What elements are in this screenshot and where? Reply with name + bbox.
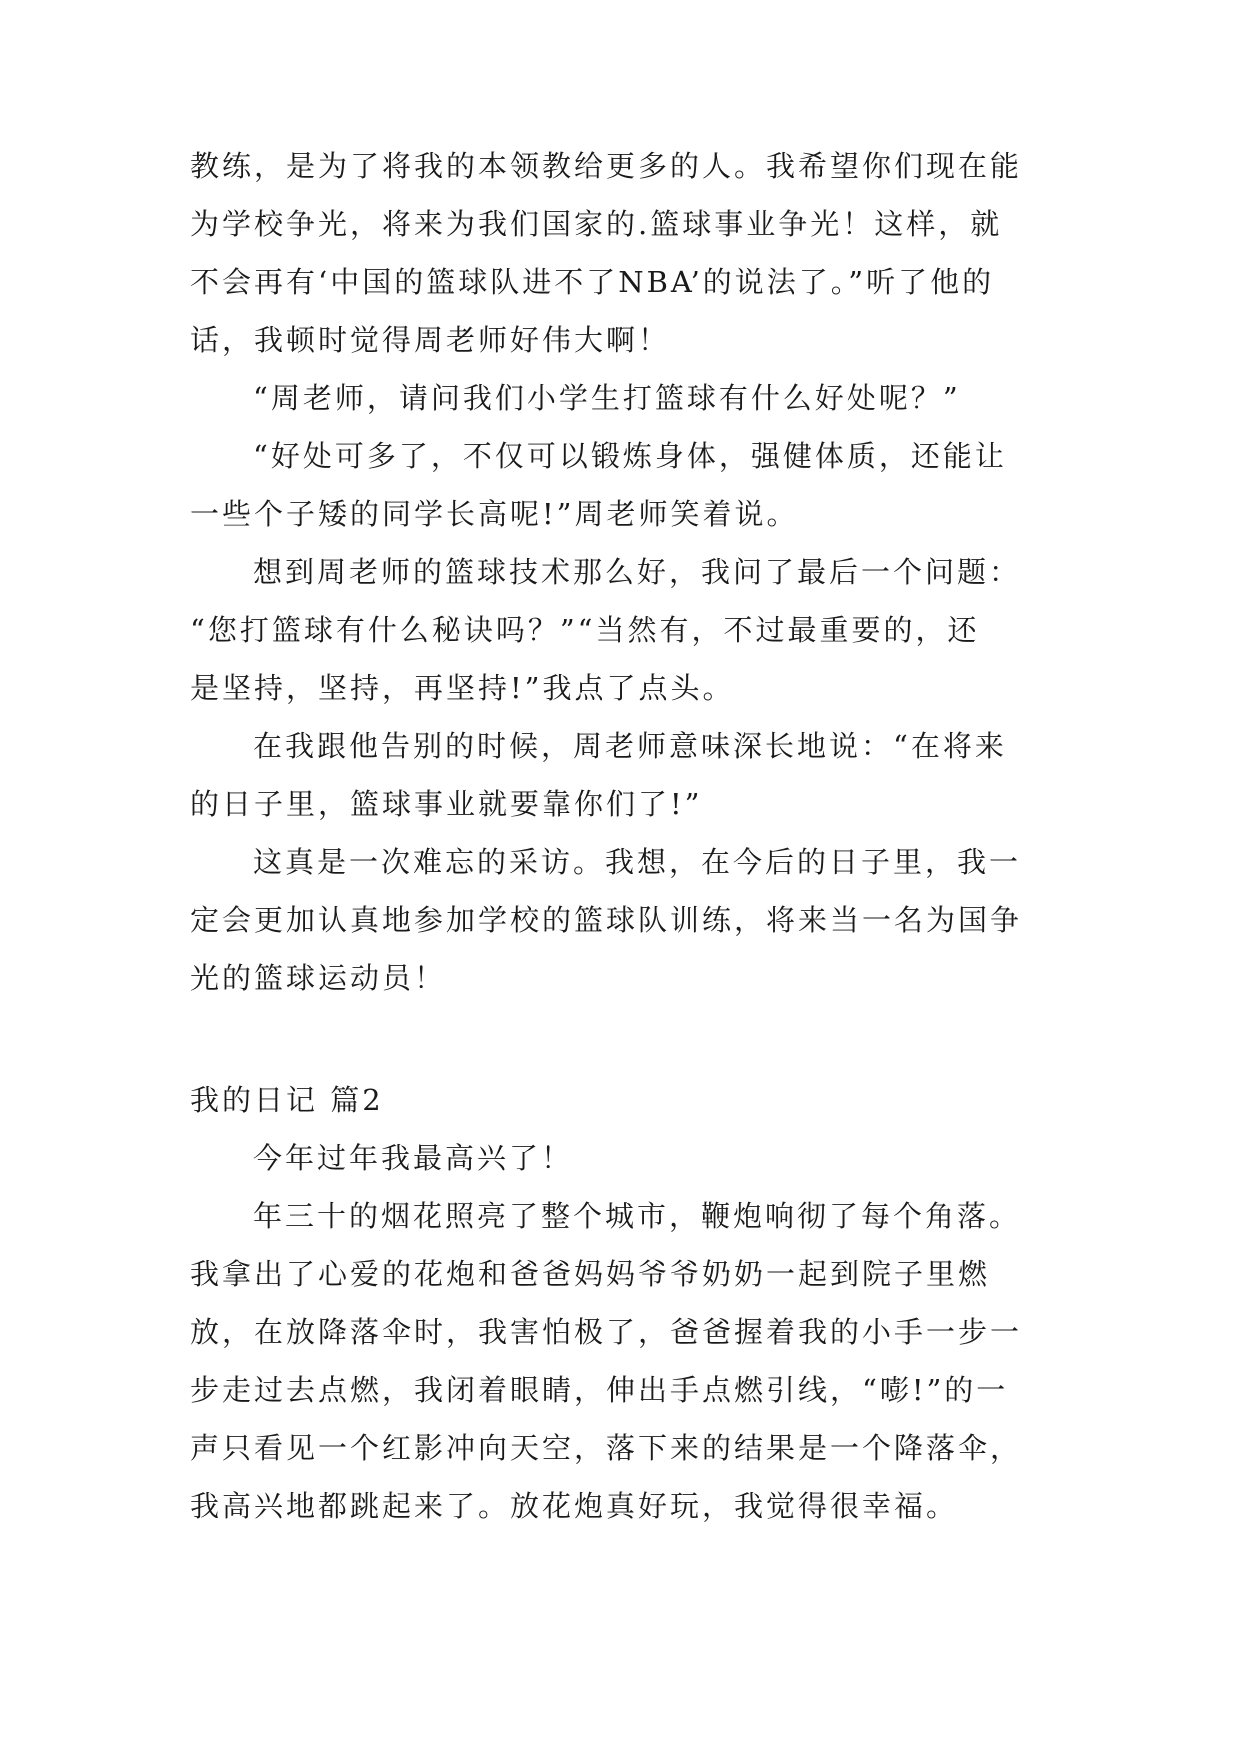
section-heading: 我的日记 篇2 bbox=[190, 1083, 384, 1117]
paragraph-line: 是坚持，坚持，再坚持!”我点了点头。 bbox=[190, 671, 735, 705]
paragraph-line: “好处可多了，不仅可以锻炼身体，强健体质，还能让 bbox=[253, 439, 1007, 473]
paragraph-line: 这真是一次难忘的采访。我想，在今后的日子里，我一 bbox=[253, 845, 1022, 879]
paragraph-line: 教练，是为了将我的本领教给更多的人。我希望你们现在能 bbox=[190, 149, 1023, 183]
paragraph-line: 在我跟他告别的时候，周老师意味深长地说：“在将来 bbox=[253, 729, 1007, 763]
paragraph-line: 想到周老师的篮球技术那么好，我问了最后一个问题： bbox=[253, 555, 1022, 589]
paragraph-line: 今年过年我最高兴了！ bbox=[253, 1141, 574, 1175]
paragraph-line: 不会再有‘中国的篮球队进不了NBA’的说法了。”听了他的 bbox=[190, 265, 995, 299]
paragraph-line: “您打篮球有什么秘诀吗？”“当然有，不过最重要的，还 bbox=[190, 613, 980, 647]
paragraph-line: 话，我顿时觉得周老师好伟大啊！ bbox=[190, 323, 671, 357]
paragraph-line: 定会更加认真地参加学校的篮球队训练，将来当一名为国争 bbox=[190, 903, 1023, 937]
paragraph-line: 的日子里，篮球事业就要靠你们了!” bbox=[190, 787, 703, 821]
paragraph-line: 放，在放降落伞时，我害怕极了，爸爸握着我的小手一步一 bbox=[190, 1315, 1023, 1349]
paragraph-line: 步走过去点燃，我闭着眼睛，伸出手点燃引线，“嘭!”的一 bbox=[190, 1373, 1009, 1407]
paragraph-line: 年三十的烟花照亮了整个城市，鞭炮响彻了每个角落。 bbox=[253, 1199, 1022, 1233]
paragraph-line: 一些个子矮的同学长高呢!”周老师笑着说。 bbox=[190, 497, 799, 531]
paragraph-line: 声只看见一个红影冲向天空，落下来的结果是一个降落伞， bbox=[190, 1431, 1023, 1465]
paragraph-line: 为学校争光，将来为我们国家的.篮球事业争光！这样，就 bbox=[190, 207, 1003, 241]
paragraph-line: 光的篮球运动员！ bbox=[190, 961, 447, 995]
paragraph-line: “周老师，请问我们小学生打篮球有什么好处呢？” bbox=[253, 381, 961, 415]
paragraph-line: 我拿出了心爱的花炮和爸爸妈妈爷爷奶奶一起到院子里燃 bbox=[190, 1257, 991, 1291]
paragraph-line: 我高兴地都跳起来了。放花炮真好玩，我觉得很幸福。 bbox=[190, 1489, 959, 1523]
